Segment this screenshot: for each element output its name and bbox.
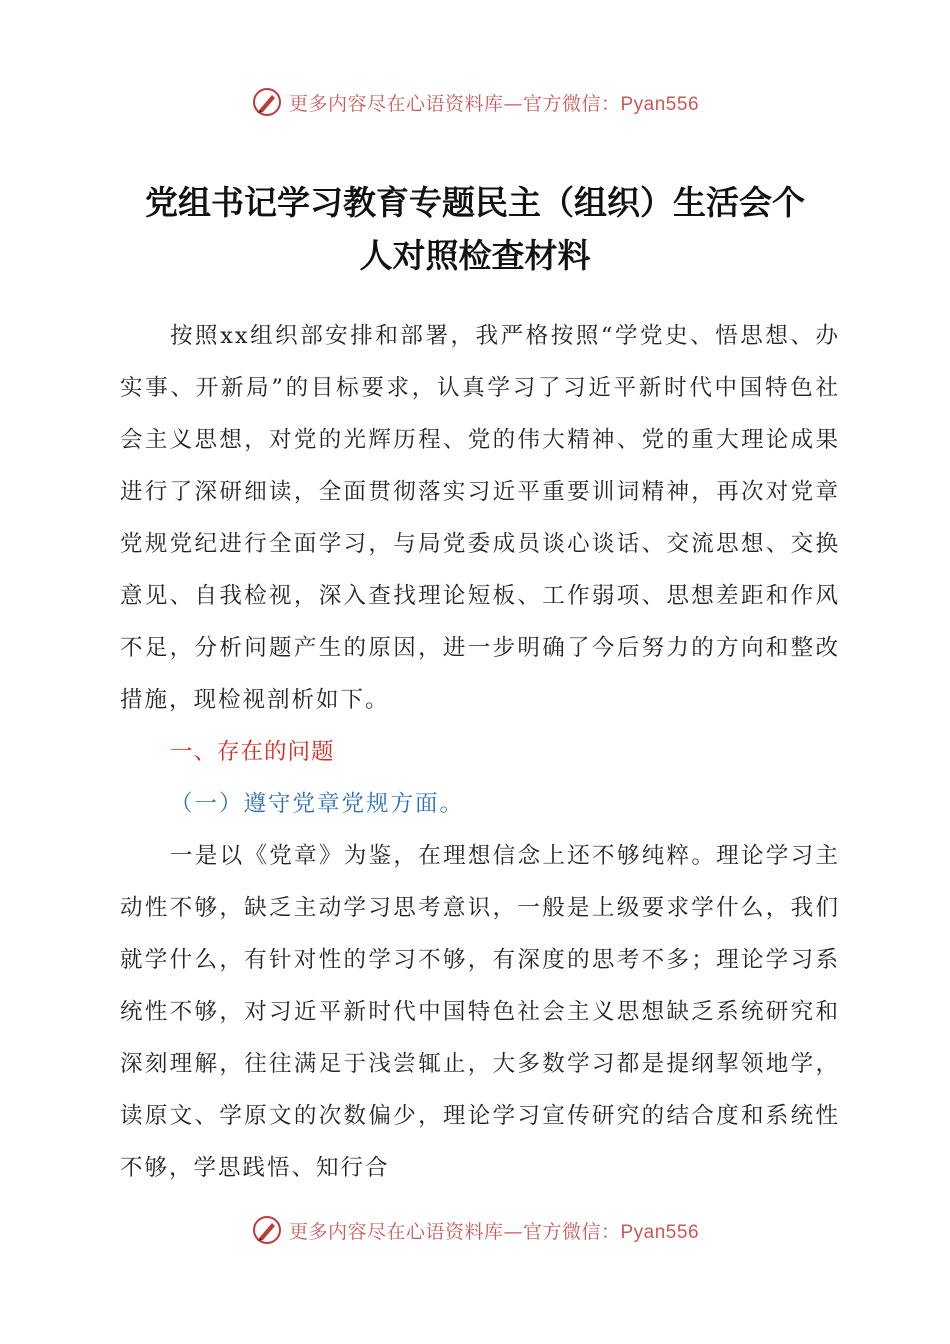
document-title: [100, 176, 850, 282]
watermark-footer: [0, 1210, 950, 1250]
title-line-2: 人对照检查材料: [359, 236, 591, 275]
watermark-text: 更多内容尽在心语资料库—官方微信：Pyan556: [288, 92, 700, 115]
pen-logo-icon: [251, 86, 283, 118]
subsection-heading: （一）遵守党章党规方面。: [170, 791, 465, 817]
document-body: [120, 310, 840, 1194]
title-line-1: 党组书记学习教育专题民主（组织）生活会个: [145, 183, 805, 222]
watermark-header: [0, 82, 950, 122]
body-paragraph: 一是以《党章》为鉴，在理想信念上还不够纯粹。理论学习主动性不够，缺乏主动学习思考意识，一般是上级要求学什么，我们就学什么，有针对性的学习不够，有深度的思考不多；理论学习系统性不够，对习近平新时代中国特色社会主义思想缺乏系统研究和深刻理解，往往满足于浅尝辄止，大多数学习都是提纲挈领地学，读原文、学原文的次数偏少，理论学习宣传研究的结合度和系统性不够，学思践悟、知行合: [120, 843, 840, 1181]
watermark-text: 更多内容尽在心语资料库—官方微信：Pyan556: [288, 1220, 700, 1243]
pen-logo-icon: [251, 1214, 283, 1246]
section-heading: 一、存在的问题: [170, 739, 335, 765]
intro-paragraph: 按照xx组织部安排和部署，我严格按照“学党史、悟思想、办实事、开新局”的目标要求，认真学习了习近平新时代中国特色社会主义思想，对党的光辉历程、党的伟大精神、党的重大理论成果进行了深研细读，全面贯彻落实习近平重要训词精神，再次对党章党规党纪进行全面学习，与局党委成员谈心谈话、交流思想、交换意见、自我检视，深入查找理论短板、工作弱项、思想差距和作风不足，分析问题产生的原因，进一步明确了今后努力的方向和整改措施，现检视剖析如下。: [120, 323, 840, 713]
